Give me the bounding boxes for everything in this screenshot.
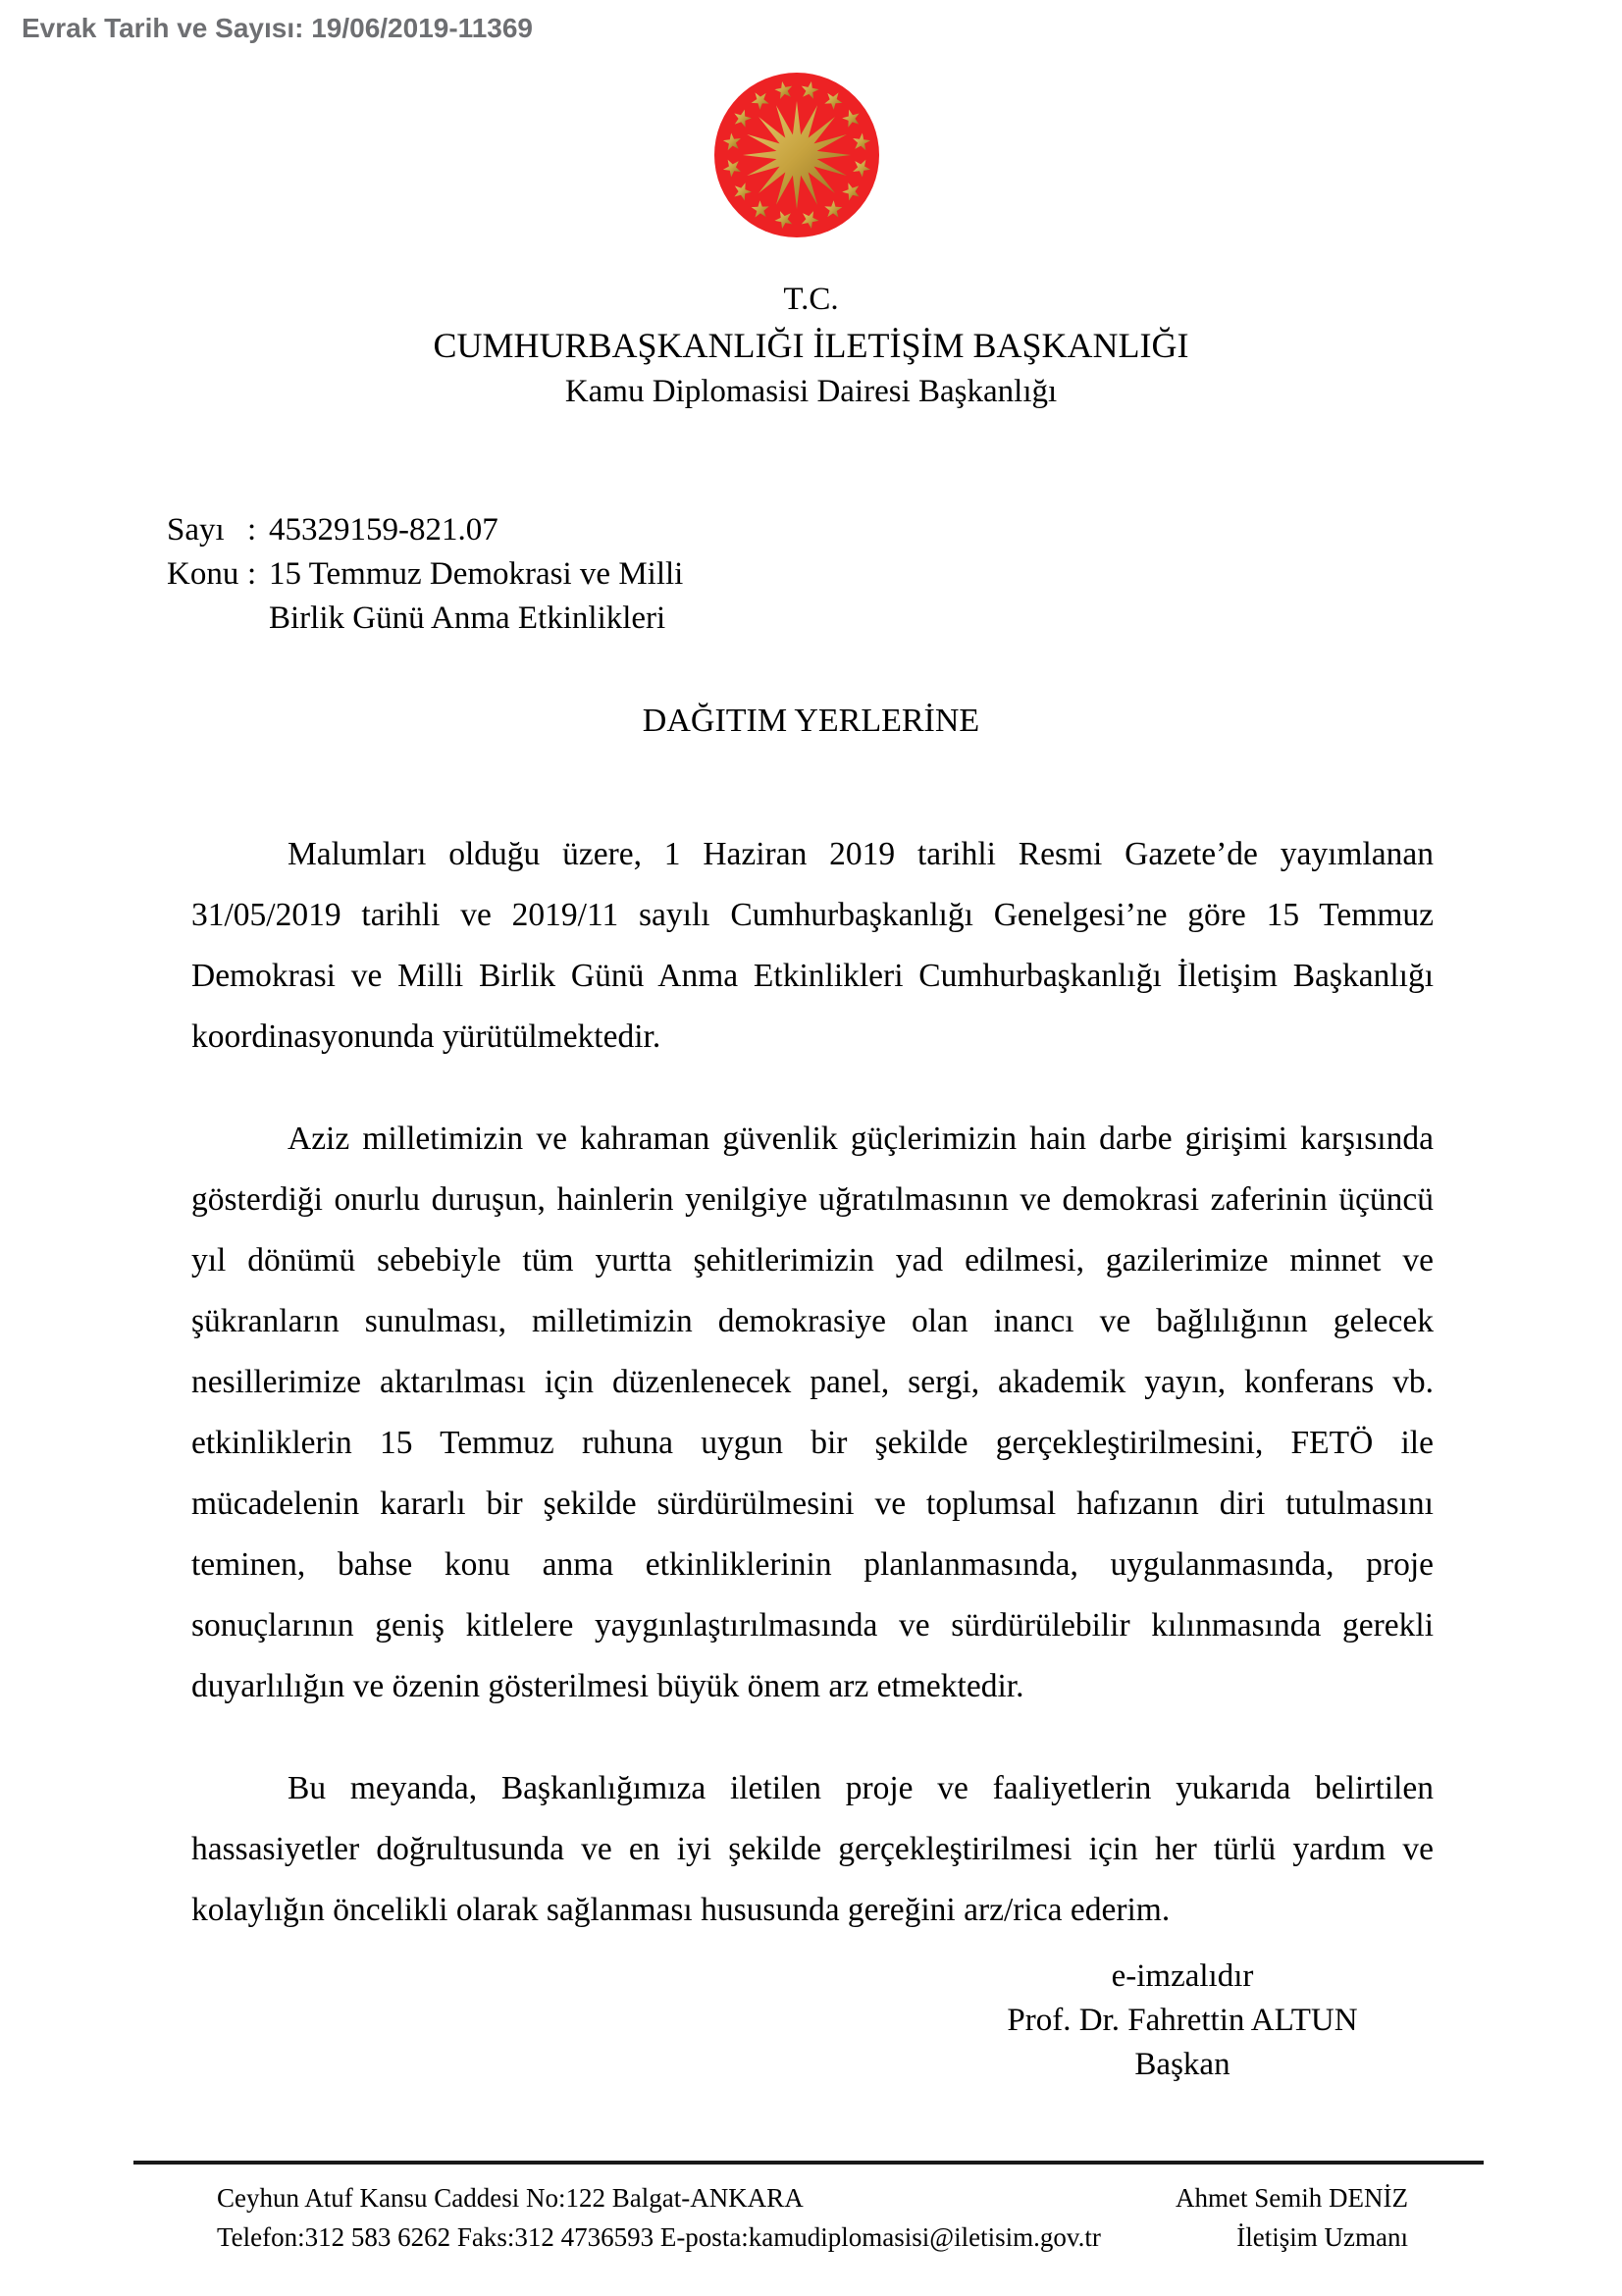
footer-contact: Telefon:312 583 6262 Faks:312 4736593 E-posta:kamudiplomasisi@iletisim.gov.tr bbox=[217, 2222, 1101, 2252]
footer-address: Ceyhun Atuf Kansu Caddesi No:122 Balgat-ANKARA bbox=[217, 2183, 804, 2213]
body-paragraph-2: Aziz milletimizin ve kahraman güvenlik güçlerimizin hain darbe girişimi karşısında gösterdiği onurlu duruşun, hainlerin yenilgiye uğratılmasının ve demokrasi zaferinin üçüncü yıl dönümü sebebiyle tüm yurtta şehitlerimizin yad edilmesi, gazilerimize minnet ve şükranların sunulması, milletimizin demokrasiye olan inancı ve bağlılığının gelecek nesillerimize aktarılması için düzenlenecek panel, sergi, akademik yayın, konferans vb. etkinliklerin 15 Temmuz ruhuna uygun bir şekilde gerçekleştirilmesini, FETÖ ile mücadelenin kararlı bir şekilde sürdürülmesini ve toplumsal hafızanın diri tutulmasını teminen, bahse konu anma etkinliklerinin planlanmasında, uygulanmasında, proje sonuçlarının geniş kitlelere yaygınlaştırılmasında ve sürdürülebilir kılınmasında gerekli duyarlılığın ve özenin gösterilmesi büyük önem arz etmektedir. bbox=[191, 1121, 1434, 1704]
konu-label: Konu bbox=[167, 556, 239, 592]
document-date-number-header: Evrak Tarih ve Sayısı: 19/06/2019-11369 bbox=[22, 13, 533, 43]
signature-name: Prof. Dr. Fahrettin ALTUN bbox=[1007, 2003, 1358, 2038]
turkish-presidency-seal-icon bbox=[708, 67, 885, 243]
konu-value-line2: Birlik Günü Anma Etkinlikleri bbox=[269, 600, 666, 636]
footer-clerk-title: İletişim Uzmanı bbox=[1236, 2222, 1408, 2252]
recipient-heading: DAĞITIM YERLERİNE bbox=[642, 703, 980, 739]
letterhead-state: T.C. bbox=[783, 282, 839, 317]
signature-block bbox=[937, 1955, 1428, 2087]
body-paragraph-1: Malumları olduğu üzere, 1 Haziran 2019 tarihli Resmi Gazete’de yayımlanan 31/05/2019 tarihli ve 2019/11 sayılı Cumhurbaşkanlığı Genelgesi’ne göre 15 Temmuz Demokrasi ve Milli Birlik Günü Anma Etkinlikleri Cumhurbaşkanlığı İletişim Başkanlığı koordinasyonunda yürütülmektedir. bbox=[191, 836, 1434, 1055]
footer-clerk-block bbox=[1176, 2178, 1484, 2257]
sayi-label: Sayı bbox=[167, 512, 225, 548]
signature-esign-note: e-imzalıdır bbox=[1111, 1958, 1254, 1994]
sayi-colon: : bbox=[247, 512, 257, 548]
letter-body bbox=[191, 824, 1434, 1982]
footer-divider-line bbox=[133, 2161, 1484, 2165]
konu-value-line1: 15 Temmuz Demokrasi ve Milli bbox=[269, 556, 684, 592]
footer-clerk-name: Ahmet Semih DENİZ bbox=[1176, 2183, 1408, 2213]
konu-colon: : bbox=[247, 556, 257, 592]
body-paragraph-3: Bu meyanda, Başkanlığımıza iletilen proje ve faaliyetlerin yukarıda belirtilen hassasiyetler doğrultusunda ve en iyi şekilde gerçekleştirilmesi için her türlü yardım ve kolaylığın öncelikli olarak sağlanması hususunda gereğini arz/rica ederim. bbox=[191, 1770, 1434, 1928]
document-meta-block bbox=[167, 508, 683, 641]
footer bbox=[133, 2178, 1484, 2257]
letterhead bbox=[0, 277, 1622, 415]
letterhead-department: Kamu Diplomasisi Dairesi Başkanlığı bbox=[564, 374, 1058, 409]
sayi-value: 45329159-821.07 bbox=[269, 512, 498, 548]
footer-contact-block bbox=[133, 2178, 1101, 2257]
signature-title: Başkan bbox=[1134, 2047, 1230, 2082]
letterhead-organization: CUMHURBAŞKANLIĞI İLETİŞİM BAŞKANLIĞI bbox=[433, 326, 1189, 365]
